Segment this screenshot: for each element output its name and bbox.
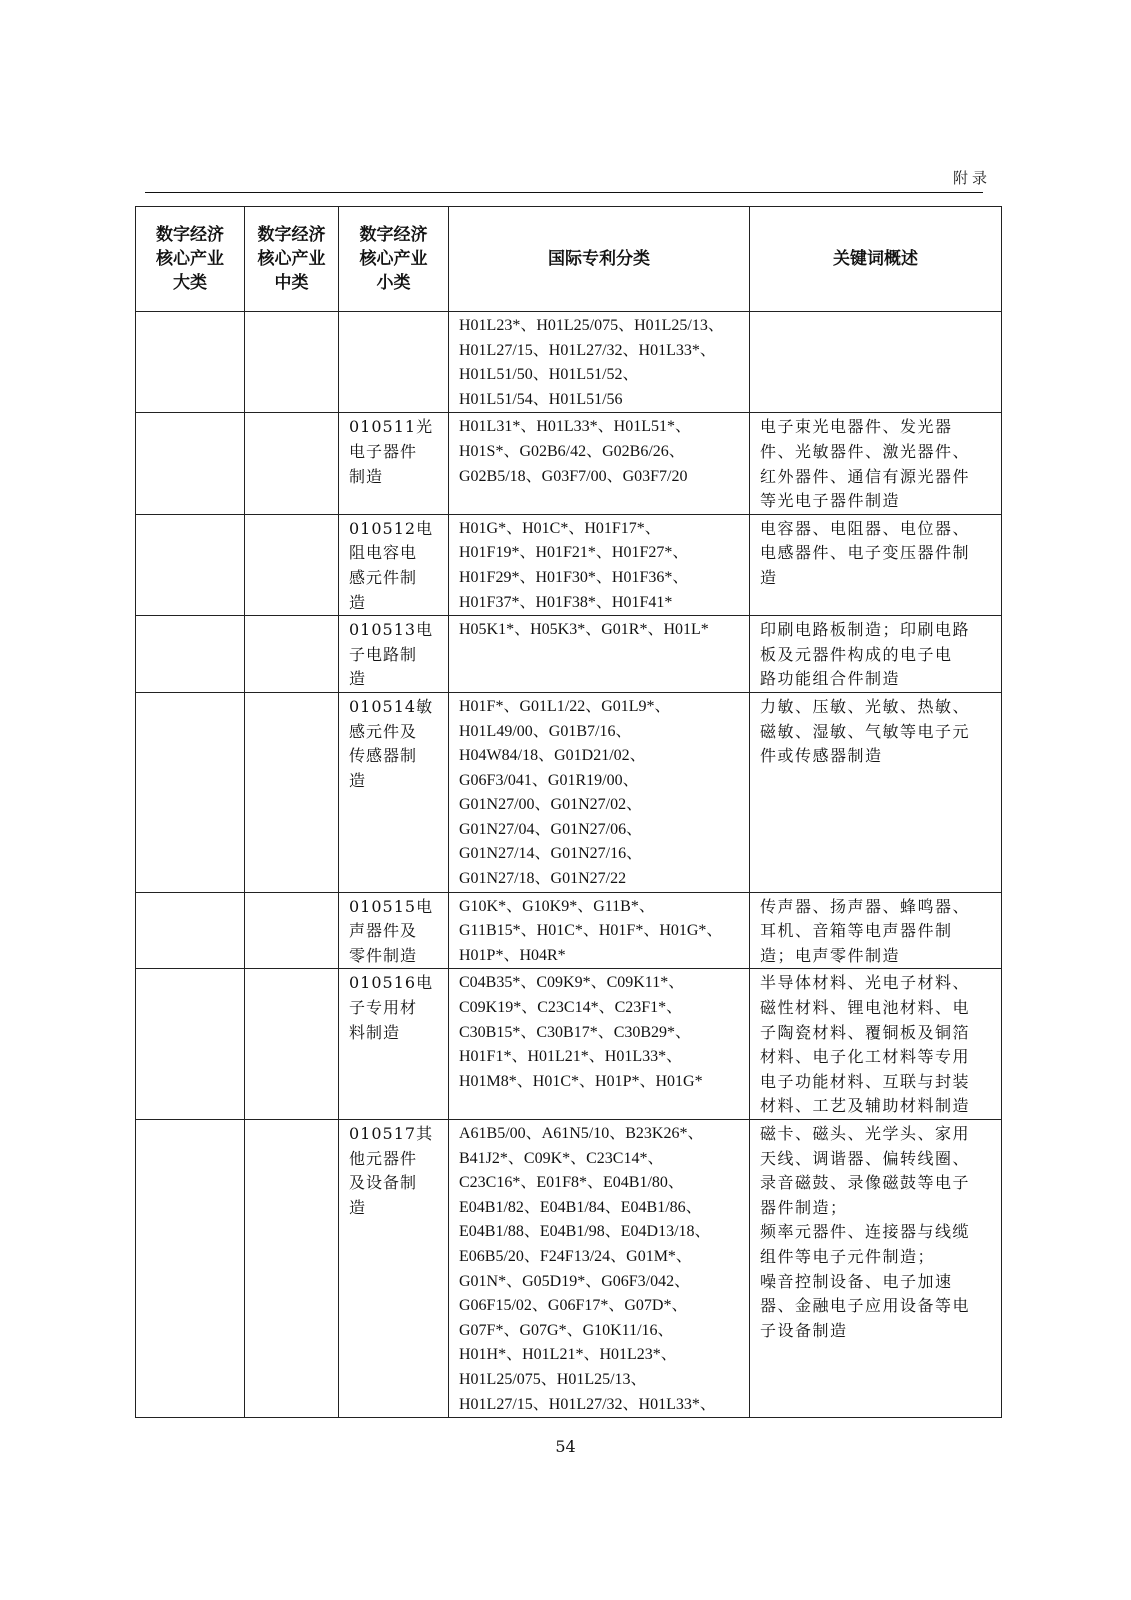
minor-line: 阻电容电 [349, 543, 418, 563]
keywords-line: 电子功能材料、互联与封装 [760, 1071, 971, 1091]
ipc-cell [449, 692, 750, 892]
minor-line: 010513电 [349, 620, 434, 640]
major-category-cell [136, 1120, 245, 1418]
major-category-cell [136, 514, 245, 615]
ipc-line: G01N27/00、G01N27/02、 [459, 796, 643, 814]
ipc-line: H01F19*、H01F21*、H01F27*、 [459, 544, 689, 562]
minor-line: 010517其 [349, 1124, 434, 1143]
table-row [136, 413, 1002, 514]
minor-line: 010512电 [349, 518, 434, 538]
table-row [136, 616, 1002, 693]
minor-line: 造 [349, 669, 367, 689]
table-row [136, 892, 1002, 969]
keywords-line: 天线、调谐器、偏转线圈、 [760, 1148, 971, 1168]
ipc-cell [449, 514, 750, 615]
middle-category-cell [245, 312, 339, 413]
ipc-line: E06B5/20、F24F13/24、G01M*、 [459, 1247, 692, 1265]
keywords-cell [750, 692, 1002, 892]
ipc-line: G11B15*、H01C*、H01F*、H01G*、 [459, 922, 723, 940]
keywords-line: 等光电子器件制造 [760, 491, 901, 511]
middle-category-cell [245, 514, 339, 615]
ipc-line: G01N27/14、G01N27/16、 [459, 845, 643, 863]
keywords-cell [750, 969, 1002, 1120]
ipc-line: H01L31*、H01L33*、H01L51*、 [459, 418, 691, 436]
header-middle-category: 数字经济 核心产业 中类 [245, 207, 339, 312]
keywords-line: 红外器件、通信有源光器件 [760, 466, 971, 486]
ipc-line: C30B15*、C30B17*、C30B29*、 [459, 1023, 692, 1041]
keywords-cell [750, 413, 1002, 514]
header-keywords: 关键词概述 [750, 207, 1002, 312]
ipc-line: H01F*、G01L1/22、G01L9*、 [459, 697, 671, 715]
keywords-line: 子设备制造 [760, 1320, 848, 1340]
minor-line: 料制造 [349, 1022, 401, 1042]
minor-line: 他元器件 [349, 1148, 418, 1168]
ipc-line: E04B1/82、E04B1/84、E04B1/86、 [459, 1198, 702, 1216]
patent-classification-table [135, 206, 1002, 1418]
minor-line: 零件制造 [349, 945, 418, 965]
minor-line: 制造 [349, 466, 384, 486]
ipc-line: H01S*、G02B6/42、G02B6/26、 [459, 442, 685, 460]
ipc-line: G10K*、G10K9*、G11B*、 [459, 897, 655, 915]
minor-line: 电子器件 [349, 441, 418, 461]
minor-category-cell [339, 1120, 449, 1418]
minor-category-cell [339, 692, 449, 892]
keywords-line: 电容器、电阻器、电位器、 [760, 518, 971, 538]
ipc-line: E04B1/88、E04B1/98、E04D13/18、 [459, 1223, 711, 1241]
minor-line: 子电路制 [349, 644, 418, 664]
keywords-cell [750, 312, 1002, 413]
middle-category-cell [245, 1120, 339, 1418]
ipc-cell [449, 969, 750, 1120]
keywords-line: 件或传感器制造 [760, 746, 883, 766]
running-head: 附录 [952, 169, 991, 187]
ipc-line: G02B5/18、G03F7/00、G03F7/20 [459, 467, 688, 485]
minor-line: 010514敏 [349, 696, 434, 716]
keywords-line: 器件制造； [760, 1197, 848, 1217]
minor-category-cell [339, 969, 449, 1120]
header-rule [145, 192, 983, 193]
minor-line: 010515电 [349, 896, 434, 916]
table-body [136, 312, 1002, 1418]
major-category-cell [136, 413, 245, 514]
minor-category-cell [339, 413, 449, 514]
keywords-line: 力敏、压敏、光敏、热敏、 [760, 696, 971, 716]
keywords-cell [750, 616, 1002, 693]
minor-line: 及设备制 [349, 1173, 418, 1193]
major-category-cell [136, 892, 245, 969]
minor-line: 感元件及 [349, 721, 418, 741]
middle-category-cell [245, 892, 339, 969]
table-row [136, 1120, 1002, 1418]
ipc-line: B41J2*、C09K*、C23C14*、 [459, 1149, 664, 1167]
keywords-line: 材料、电子化工材料等专用 [760, 1047, 971, 1067]
ipc-line: H05K1*、H05K3*、G01R*、H01L* [459, 621, 709, 639]
minor-line: 010516电 [349, 973, 434, 993]
keywords-line: 录音磁鼓、录像磁鼓等电子 [760, 1173, 971, 1193]
table-row [136, 312, 1002, 413]
ipc-line: H01L25/075、H01L25/13、 [459, 1370, 647, 1388]
major-category-cell [136, 312, 245, 413]
header-major-category: 数字经济 核心产业 大类 [136, 207, 245, 312]
keywords-line: 路功能组合件制造 [760, 669, 901, 689]
ipc-line: G07F*、G07G*、G10K11/16、 [459, 1321, 674, 1339]
ipc-line: H01L49/00、G01B7/16、 [459, 722, 632, 740]
middle-category-cell [245, 616, 339, 693]
keywords-cell [750, 1120, 1002, 1418]
ipc-line: H01L27/15、H01L27/32、H01L33*、 [459, 341, 716, 359]
ipc-cell [449, 616, 750, 693]
keywords-line: 板及元器件构成的电子电 [760, 644, 953, 664]
minor-category-cell [339, 892, 449, 969]
ipc-line: H01L51/54、H01L51/56 [459, 390, 623, 408]
table-row [136, 692, 1002, 892]
ipc-cell [449, 1120, 750, 1418]
minor-line: 造 [349, 1197, 367, 1217]
ipc-line: H01F29*、H01F30*、H01F36*、 [459, 568, 689, 586]
ipc-cell [449, 413, 750, 514]
minor-line: 010511光 [349, 417, 434, 437]
header-ipc: 国际专利分类 [449, 207, 750, 312]
keywords-cell [750, 514, 1002, 615]
keywords-line: 印刷电路板制造；印刷电路 [760, 620, 971, 640]
keywords-line: 材料、工艺及辅助材料制造 [760, 1096, 971, 1116]
ipc-line: C04B35*、C09K9*、C09K11*、 [459, 974, 685, 992]
keywords-line: 电感器件、电子变压器件制 [760, 543, 971, 563]
major-category-cell [136, 969, 245, 1120]
ipc-line: H01L51/50、H01L51/52、 [459, 366, 639, 384]
ipc-line: H01F37*、H01F38*、H01F41* [459, 593, 673, 611]
minor-category-cell [339, 616, 449, 693]
minor-line: 感元件制 [349, 567, 418, 587]
ipc-line: H01F1*、H01L21*、H01L33*、 [459, 1048, 683, 1066]
middle-category-cell [245, 969, 339, 1120]
keywords-line: 半导体材料、光电子材料、 [760, 973, 971, 993]
ipc-line: G01N*、G05D19*、G06F3/042、 [459, 1272, 691, 1290]
minor-line: 子专用材 [349, 998, 418, 1018]
table-header-row [136, 207, 1002, 312]
keywords-line: 子陶瓷材料、覆铜板及铜箔 [760, 1022, 971, 1042]
keywords-line: 磁性材料、锂电池材料、电 [760, 998, 971, 1018]
ipc-line: G06F15/02、G06F17*、G07D*、 [459, 1297, 688, 1315]
table-row [136, 969, 1002, 1120]
minor-line: 造 [349, 770, 367, 790]
keywords-line: 造；电声零件制造 [760, 945, 901, 965]
ipc-cell [449, 312, 750, 413]
ipc-line: G01N27/04、G01N27/06、 [459, 820, 643, 838]
minor-line: 传感器制 [349, 746, 418, 766]
keywords-line: 器、金融电子应用设备等电 [760, 1296, 971, 1316]
middle-category-cell [245, 413, 339, 514]
ipc-line: C09K19*、C23C14*、C23F1*、 [459, 999, 683, 1017]
keywords-line: 件、光敏器件、激光器件、 [760, 441, 971, 461]
keywords-line: 噪音控制设备、电子加速 [760, 1271, 953, 1291]
keywords-line: 造 [760, 567, 778, 587]
keywords-line: 组件等电子元件制造； [760, 1246, 936, 1266]
keywords-line: 磁敏、湿敏、气敏等电子元 [760, 721, 971, 741]
ipc-line: G06F3/041、G01R19/00、 [459, 771, 639, 789]
minor-category-cell [339, 312, 449, 413]
ipc-line: H01L23*、H01L25/075、H01L25/13、 [459, 317, 724, 334]
ipc-line: H01H*、H01L21*、H01L23*、 [459, 1346, 677, 1364]
keywords-line: 频率元器件、连接器与线缆 [760, 1222, 971, 1242]
ipc-line: H01L27/15、H01L27/32、H01L33*、 [459, 1395, 716, 1413]
major-category-cell [136, 616, 245, 693]
major-category-cell [136, 692, 245, 892]
ipc-line: C23C16*、E01F8*、E04B1/80、 [459, 1174, 684, 1192]
keywords-line: 耳机、音箱等电声器件制 [760, 921, 953, 941]
page-number: 54 [555, 1437, 576, 1456]
keywords-cell [750, 892, 1002, 969]
keywords-line: 传声器、扬声器、蜂鸣器、 [760, 896, 971, 916]
ipc-cell [449, 892, 750, 969]
ipc-line: H01G*、H01C*、H01F17*、 [459, 519, 661, 537]
minor-line: 声器件及 [349, 921, 418, 941]
minor-category-cell [339, 514, 449, 615]
ipc-line: H04W84/18、G01D21/02、 [459, 747, 646, 765]
middle-category-cell [245, 692, 339, 892]
ipc-line: G01N27/18、G01N27/22 [459, 870, 627, 888]
minor-line: 造 [349, 592, 367, 612]
ipc-line: H01M8*、H01C*、H01P*、H01G* [459, 1072, 703, 1090]
ipc-line: A61B5/00、A61N5/10、B23K26*、 [459, 1125, 704, 1142]
header-minor-category: 数字经济 核心产业 小类 [339, 207, 449, 312]
keywords-line: 磁卡、磁头、光学头、家用 [760, 1124, 971, 1143]
ipc-line: H01P*、H04R* [459, 946, 566, 964]
table-row [136, 514, 1002, 615]
keywords-line: 电子束光电器件、发光器 [760, 417, 953, 437]
